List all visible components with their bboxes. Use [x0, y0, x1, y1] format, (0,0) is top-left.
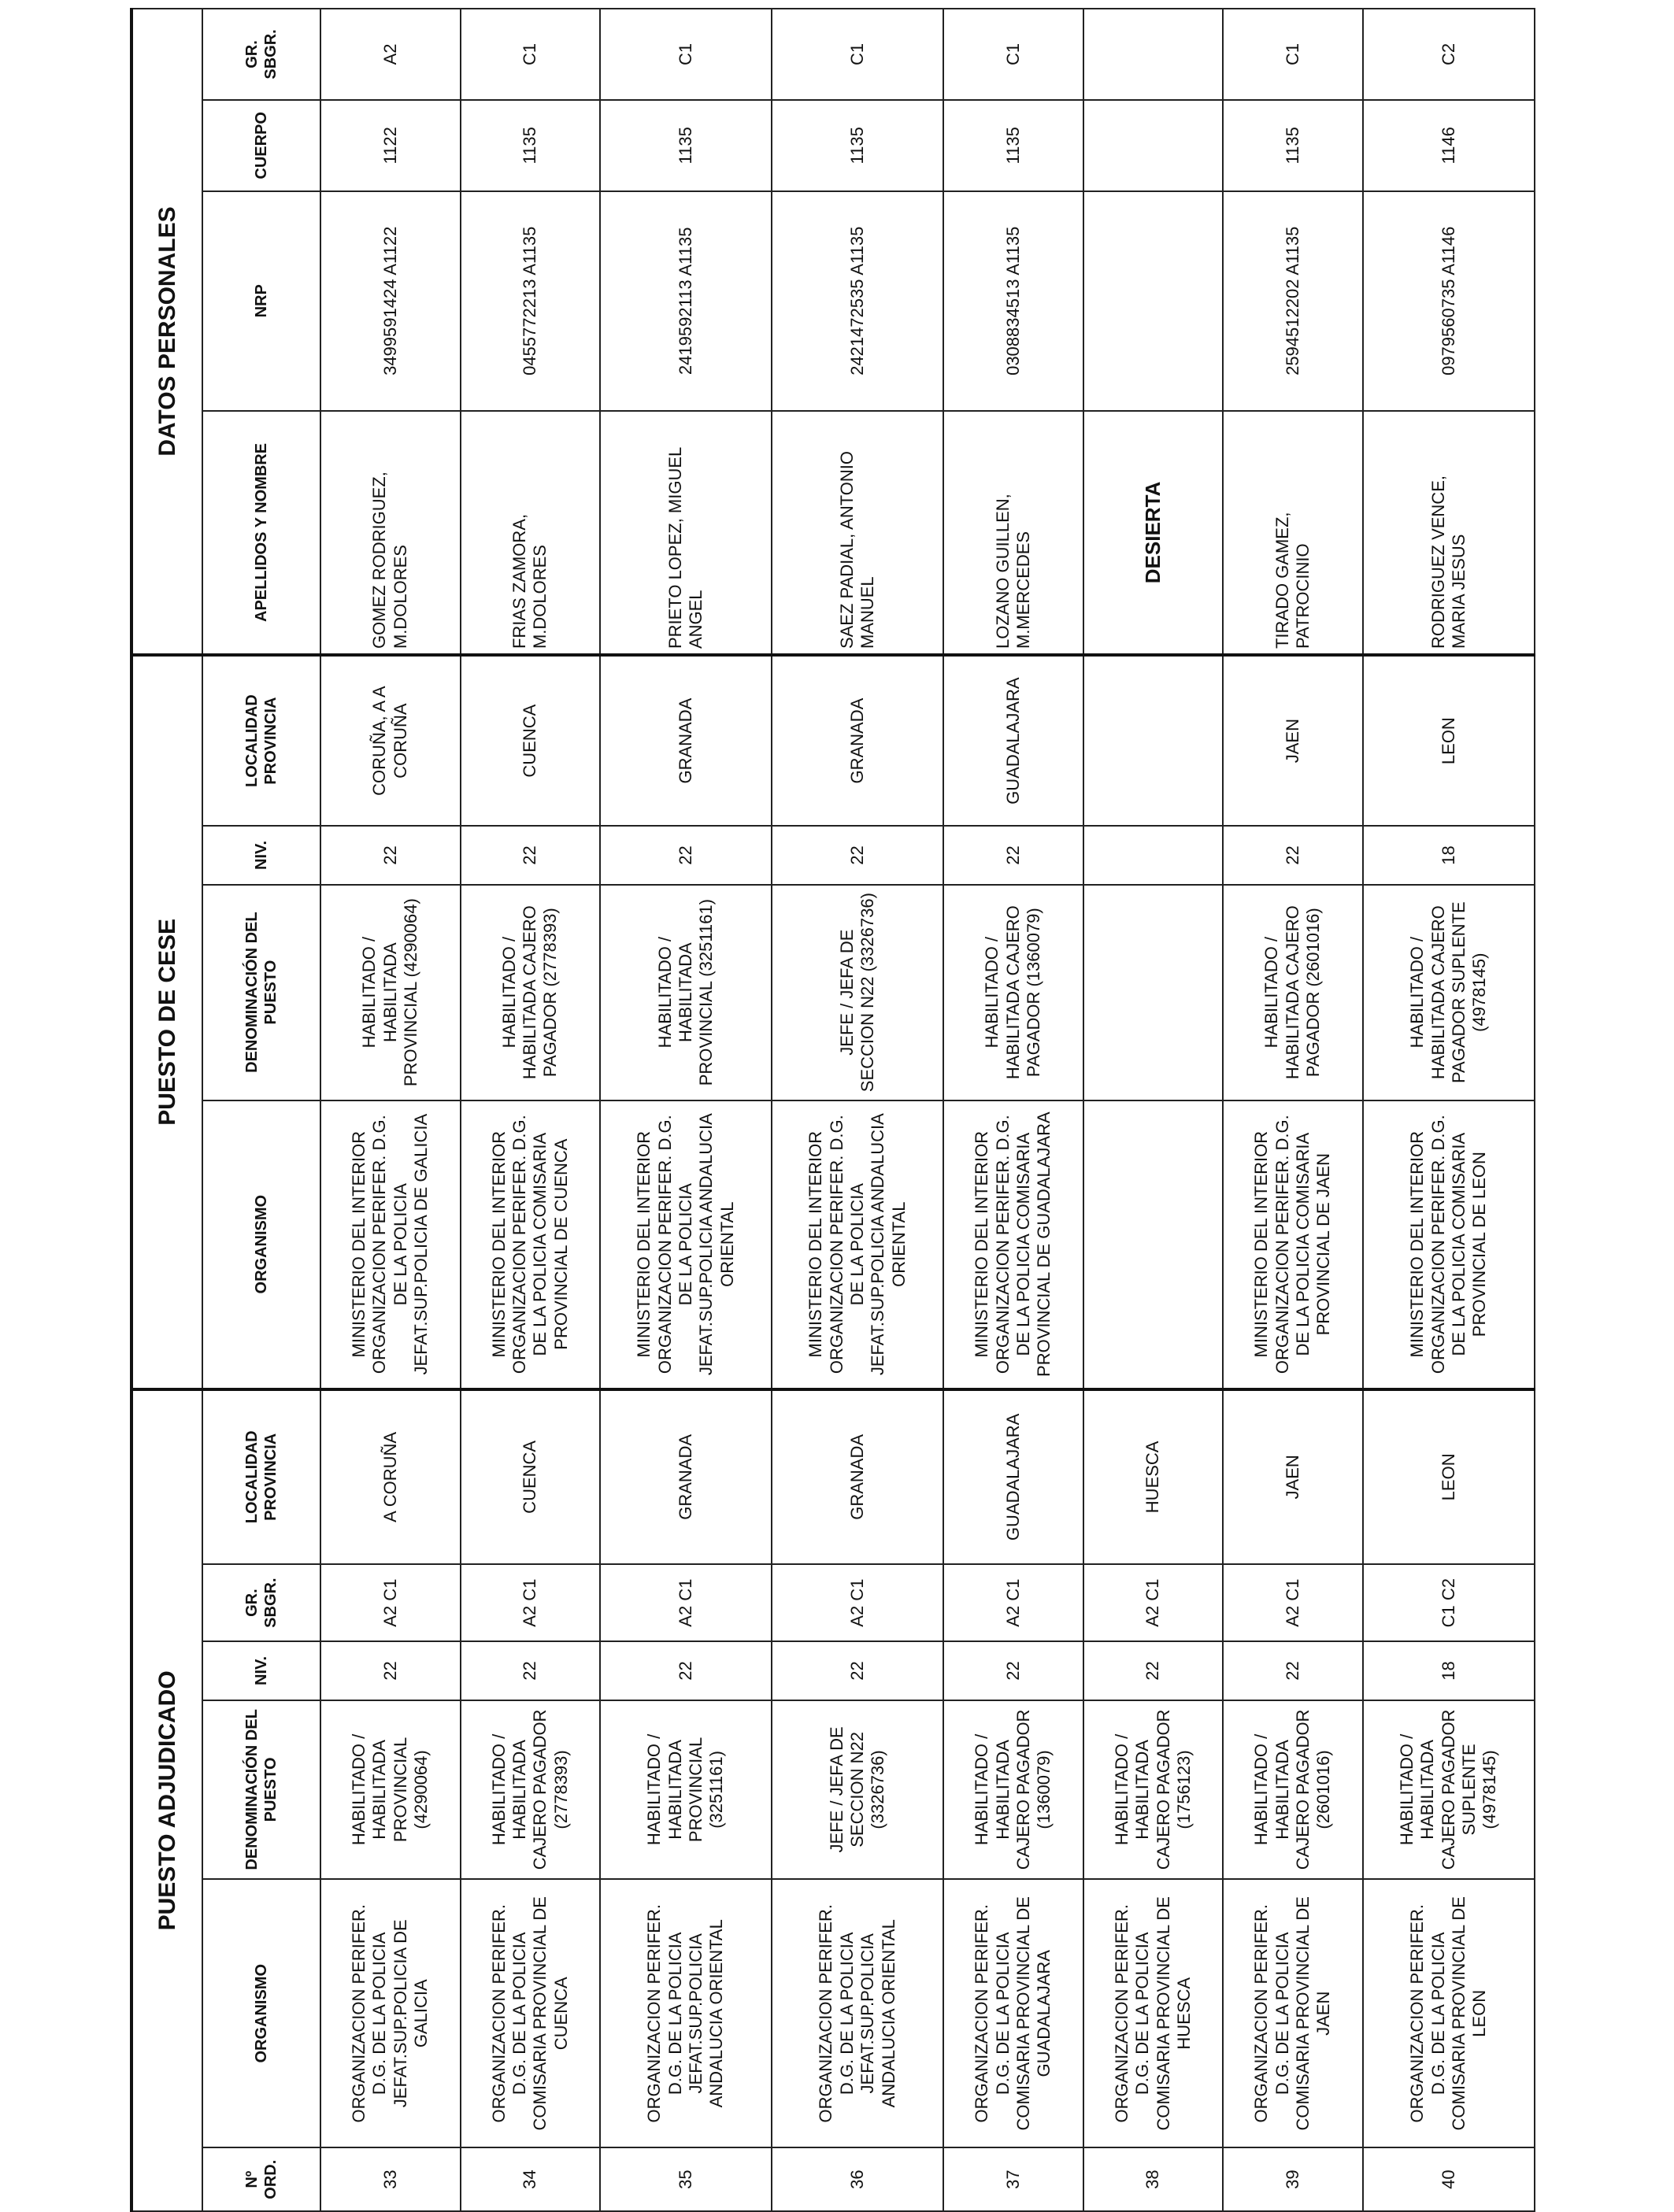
cell-cuerpo: 1135 — [1223, 100, 1363, 191]
header-denominacion-cese: DENOMINACIÓN DEL PUESTO — [202, 885, 320, 1100]
cell-nrp: 0455772213 A1135 — [461, 191, 601, 411]
table-row — [943, 9, 1083, 2211]
cell-organismo: ORGANIZACION PERIFER. D.G. DE LA POLICIA COMISARIA PROVINCIAL DE LEON — [1363, 1879, 1535, 2147]
cell-organismo-cese: MINISTERIO DEL INTERIOR ORGANIZACION PERIFER. D.G. DE LA POLICIA COMISARIA PROVINCIAL DE CUENCA — [461, 1100, 601, 1389]
cell-apellidos: FRIAS ZAMORA, M.DOLORES — [461, 411, 601, 655]
header-gr: GR. SBGR. — [202, 1564, 320, 1641]
table-row — [461, 9, 601, 2211]
cell-organismo-cese: MINISTERIO DEL INTERIOR ORGANIZACION PERIFER. D.G. DE LA POLICIA JEFAT.SUP.POLICIA ANDALUCIA ORIENTAL — [600, 1100, 772, 1389]
header-gr-personal: GR. SBGR. — [202, 9, 320, 100]
cell-localidad: GUADALAJARA — [943, 1389, 1083, 1564]
cell-cuerpo: 1135 — [772, 100, 943, 191]
cell-cuerpo: 1135 — [600, 100, 772, 191]
cell-nrp — [1083, 191, 1224, 411]
cell-localidad-cese: CUENCA — [461, 655, 601, 826]
cell-orden: 37 — [943, 2147, 1083, 2211]
cell-organismo: ORGANIZACION PERIFER. D.G. DE LA POLICIA COMISARIA PROVINCIAL DE JAEN — [1223, 1879, 1363, 2147]
cell-apellidos: SAEZ PADIAL, ANTONIO MANUEL — [772, 411, 943, 655]
cell-organismo: ORGANIZACION PERIFER. D.G. DE LA POLICIA COMISARIA PROVINCIAL DE GUADALAJARA — [943, 1879, 1083, 2147]
cell-organismo-cese: MINISTERIO DEL INTERIOR ORGANIZACION PERIFER. D.G. DE LA POLICIA JEFAT.SUP.POLICIA DE GALICIA — [320, 1100, 461, 1389]
cell-denominacion: HABILITADO / HABILITADA CAJERO PAGADOR (2601016) — [1223, 1700, 1363, 1879]
cell-niv-cese: 22 — [1223, 826, 1363, 884]
cell-niv-cese — [1083, 826, 1224, 884]
header-apellidos: APELLIDOS Y NOMBRE — [202, 411, 320, 655]
cell-gr: C1 C2 — [1363, 1564, 1535, 1641]
cell-organismo-cese: MINISTERIO DEL INTERIOR ORGANIZACION PERIFER. D.G. DE LA POLICIA COMISARIA PROVINCIAL DE LEON — [1363, 1100, 1535, 1389]
table-row — [1223, 9, 1363, 2211]
cell-apellidos: PRIETO LOPEZ, MIGUEL ANGEL — [600, 411, 772, 655]
cell-organismo-cese: MINISTERIO DEL INTERIOR ORGANIZACION PERIFER. D.G. DE LA POLICIA COMISARIA PROVINCIAL DE JAEN — [1223, 1100, 1363, 1389]
cell-denominacion-cese — [1083, 885, 1224, 1100]
cell-nrp: 2421472535 A1135 — [772, 191, 943, 411]
header-organismo-cese: ORGANISMO — [202, 1100, 320, 1389]
cell-apellidos: GOMEZ RODRIGUEZ, M.DOLORES — [320, 411, 461, 655]
cell-orden: 34 — [461, 2147, 601, 2211]
cell-denominacion: HABILITADO / HABILITADA CAJERO PAGADOR (1360079) — [943, 1700, 1083, 1879]
cell-cuerpo: 1135 — [943, 100, 1083, 191]
cell-organismo-cese: MINISTERIO DEL INTERIOR ORGANIZACION PERIFER. D.G. DE LA POLICIA JEFAT.SUP.POLICIA ANDALUCIA ORIENTAL — [772, 1100, 943, 1389]
column-header-row — [202, 9, 320, 2211]
cell-niv: 22 — [943, 1641, 1083, 1700]
cell-gr-personal: C1 — [772, 9, 943, 100]
cell-organismo-cese — [1083, 1100, 1224, 1389]
cell-denominacion: HABILITADO / HABILITADA CAJERO PAGADOR (2778393) — [461, 1700, 601, 1879]
cell-denominacion-cese: HABILITADO / HABILITADA PROVINCIAL (4290064) — [320, 885, 461, 1100]
cell-denominacion: HABILITADO / HABILITADA CAJERO PAGADOR (1756123) — [1083, 1700, 1224, 1879]
cell-cuerpo: 1122 — [320, 100, 461, 191]
cell-gr: A2 C1 — [600, 1564, 772, 1641]
table-row — [772, 9, 943, 2211]
cell-localidad: A CORUÑA — [320, 1389, 461, 1564]
cell-gr: A2 C1 — [1083, 1564, 1224, 1641]
cell-nrp: 2594512202 A1135 — [1223, 191, 1363, 411]
header-cuerpo: CUERPO — [202, 100, 320, 191]
cell-localidad: HUESCA — [1083, 1389, 1224, 1564]
cell-nrp: 0308834513 A1135 — [943, 191, 1083, 411]
cell-gr-personal — [1083, 9, 1224, 100]
cell-gr: A2 C1 — [1223, 1564, 1363, 1641]
cell-localidad-cese: JAEN — [1223, 655, 1363, 826]
cell-niv-cese: 22 — [943, 826, 1083, 884]
cell-gr-personal: C1 — [1223, 9, 1363, 100]
cell-orden: 38 — [1083, 2147, 1224, 2211]
cell-localidad-cese: GRANADA — [600, 655, 772, 826]
cell-localidad: GRANADA — [600, 1389, 772, 1564]
cell-gr: A2 C1 — [943, 1564, 1083, 1641]
cell-niv: 22 — [1083, 1641, 1224, 1700]
cell-denominacion-cese: JEFE / JEFA DE SECCION N22 (3326736) — [772, 885, 943, 1100]
cell-niv: 18 — [1363, 1641, 1535, 1700]
header-denominacion: DENOMINACIÓN DEL PUESTO — [202, 1700, 320, 1879]
cell-denominacion-cese: HABILITADO / HABILITADA CAJERO PAGADOR (2778393) — [461, 885, 601, 1100]
cell-organismo: ORGANIZACION PERIFER. D.G. DE LA POLICIA JEFAT.SUP.POLICIA ANDALUCIA ORIENTAL — [772, 1879, 943, 2147]
cell-niv-cese: 22 — [600, 826, 772, 884]
section-datos-personales: DATOS PERSONALES — [131, 9, 202, 655]
section-puesto-cese: PUESTO DE CESE — [131, 655, 202, 1389]
cell-niv: 22 — [461, 1641, 601, 1700]
cell-apellidos: LOZANO GUILLEN, M.MERCEDES — [943, 411, 1083, 655]
cell-localidad: CUENCA — [461, 1389, 601, 1564]
cell-localidad-cese: LEON — [1363, 655, 1535, 826]
cell-niv-cese: 22 — [772, 826, 943, 884]
cell-apellidos-desierta: DESIERTA — [1083, 411, 1224, 655]
cell-localidad-cese — [1083, 655, 1224, 826]
cell-niv: 22 — [1223, 1641, 1363, 1700]
header-niv-cese: NIV. — [202, 826, 320, 884]
cell-nrp: 0979560735 A1146 — [1363, 191, 1535, 411]
cell-gr: A2 C1 — [461, 1564, 601, 1641]
cell-denominacion-cese: HABILITADO / HABILITADA CAJERO PAGADOR (1360079) — [943, 885, 1083, 1100]
cell-gr: A2 C1 — [320, 1564, 461, 1641]
cell-localidad-cese: GRANADA — [772, 655, 943, 826]
cell-orden: 40 — [1363, 2147, 1535, 2211]
cell-gr-personal: C1 — [600, 9, 772, 100]
cell-denominacion: HABILITADO / HABILITADA CAJERO PAGADOR SUPLENTE (4978145) — [1363, 1700, 1535, 1879]
header-orden: Nº ORD. — [202, 2147, 320, 2211]
table-row — [600, 9, 772, 2211]
cell-orden: 39 — [1223, 2147, 1363, 2211]
cell-organismo: ORGANIZACION PERIFER. D.G. DE LA POLICIA COMISARIA PROVINCIAL DE HUESCA — [1083, 1879, 1224, 2147]
cell-nrp: 3499591424 A1122 — [320, 191, 461, 411]
cell-localidad: GRANADA — [772, 1389, 943, 1564]
rotated-document-page — [130, 8, 1535, 2212]
cell-cuerpo — [1083, 100, 1224, 191]
cell-denominacion-cese: HABILITADO / HABILITADA PROVINCIAL (3251161) — [600, 885, 772, 1100]
header-organismo: ORGANISMO — [202, 1879, 320, 2147]
cell-cuerpo: 1135 — [461, 100, 601, 191]
cell-organismo: ORGANIZACION PERIFER. D.G. DE LA POLICIA JEFAT.SUP.POLICIA ANDALUCIA ORIENTAL — [600, 1879, 772, 2147]
header-nrp: NRP — [202, 191, 320, 411]
cell-apellidos: RODRIGUEZ VENCE, MARIA JESUS — [1363, 411, 1535, 655]
cell-apellidos: TIRADO GAMEZ, PATROCINIO — [1223, 411, 1363, 655]
cell-organismo-cese: MINISTERIO DEL INTERIOR ORGANIZACION PERIFER. D.G. DE LA POLICIA COMISARIA PROVINCIAL DE GUADALAJARA — [943, 1100, 1083, 1389]
header-localidad-cese: LOCALIDAD PROVINCIA — [202, 655, 320, 826]
cell-localidad: JAEN — [1223, 1389, 1363, 1564]
cell-denominacion-cese: HABILITADO / HABILITADA CAJERO PAGADOR SUPLENTE (4978145) — [1363, 885, 1535, 1100]
cell-niv-cese: 22 — [320, 826, 461, 884]
cell-gr-personal: C1 — [461, 9, 601, 100]
cell-gr-personal: C2 — [1363, 9, 1535, 100]
header-localidad: LOCALIDAD PROVINCIA — [202, 1389, 320, 1564]
cell-gr-personal: A2 — [320, 9, 461, 100]
section-puesto-adjudicado: PUESTO ADJUDICADO — [131, 1389, 202, 2211]
cell-localidad-cese: CORUÑA, A A CORUÑA — [320, 655, 461, 826]
assignment-table — [130, 8, 1535, 2212]
header-niv: NIV. — [202, 1641, 320, 1700]
cell-denominacion-cese: HABILITADO / HABILITADA CAJERO PAGADOR (2601016) — [1223, 885, 1363, 1100]
cell-localidad: LEON — [1363, 1389, 1535, 1564]
cell-localidad-cese: GUADALAJARA — [943, 655, 1083, 826]
cell-denominacion: JEFE / JEFA DE SECCION N22 (3326736) — [772, 1700, 943, 1879]
table-row — [320, 9, 461, 2211]
cell-niv-cese: 22 — [461, 826, 601, 884]
cell-niv: 22 — [320, 1641, 461, 1700]
cell-niv-cese: 18 — [1363, 826, 1535, 884]
cell-niv: 22 — [772, 1641, 943, 1700]
table-row — [1083, 9, 1224, 2211]
cell-cuerpo: 1146 — [1363, 100, 1535, 191]
cell-orden: 35 — [600, 2147, 772, 2211]
cell-orden: 36 — [772, 2147, 943, 2211]
cell-nrp: 2419592113 A1135 — [600, 191, 772, 411]
section-header-row — [131, 9, 202, 2211]
cell-denominacion: HABILITADO / HABILITADA PROVINCIAL (3251161) — [600, 1700, 772, 1879]
cell-organismo: ORGANIZACION PERIFER. D.G. DE LA POLICIA JEFAT.SUP.POLICIA DE GALICIA — [320, 1879, 461, 2147]
cell-denominacion: HABILITADO / HABILITADA PROVINCIAL (4290064) — [320, 1700, 461, 1879]
cell-niv: 22 — [600, 1641, 772, 1700]
cell-organismo: ORGANIZACION PERIFER. D.G. DE LA POLICIA COMISARIA PROVINCIAL DE CUENCA — [461, 1879, 601, 2147]
cell-gr: A2 C1 — [772, 1564, 943, 1641]
cell-gr-personal: C1 — [943, 9, 1083, 100]
table-row — [1363, 9, 1535, 2211]
cell-orden: 33 — [320, 2147, 461, 2211]
